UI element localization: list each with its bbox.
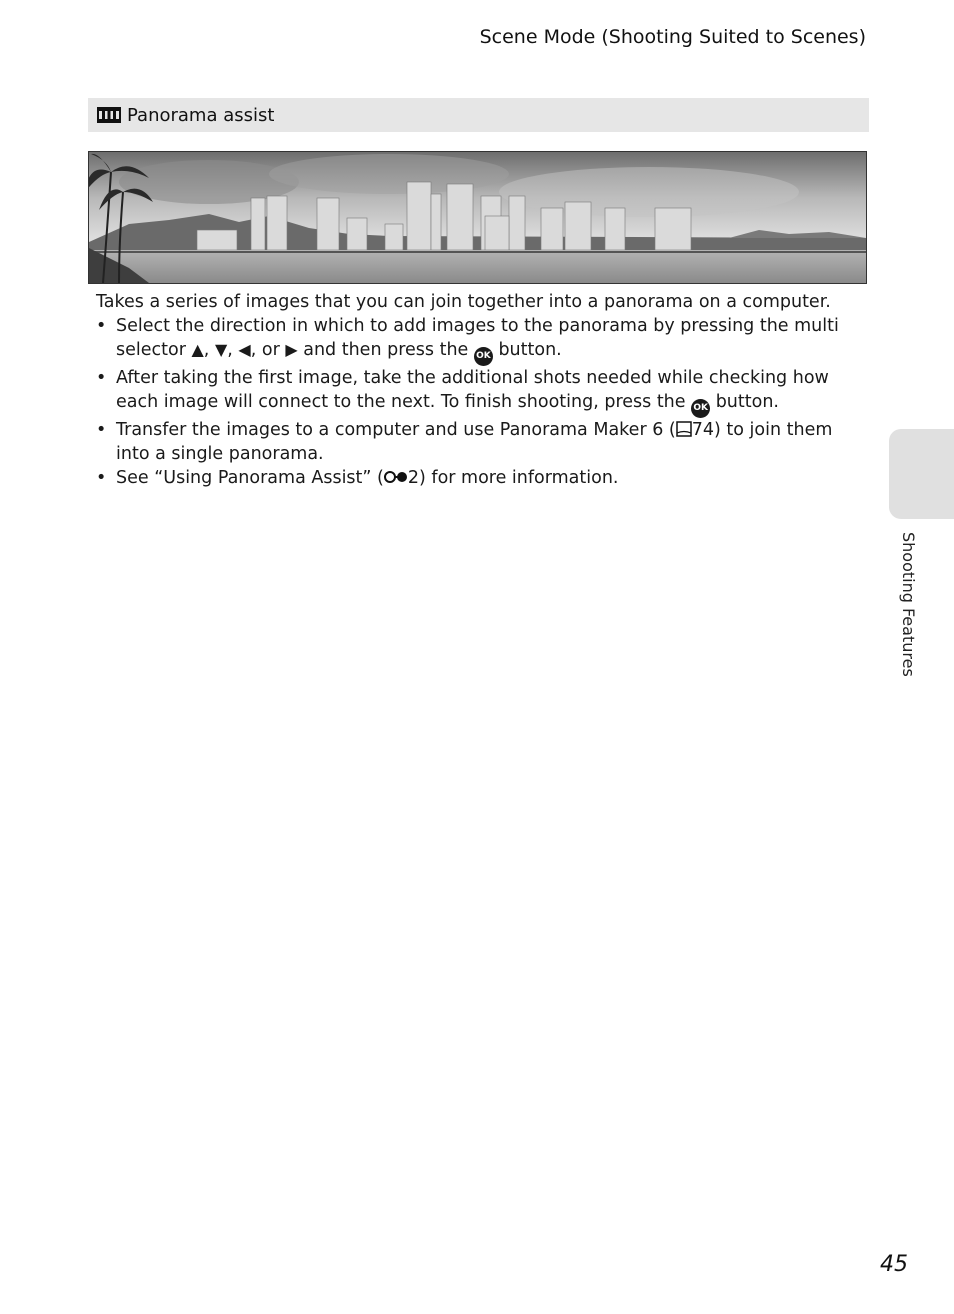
- arrow-down-icon: ▼: [214, 340, 228, 359]
- page-reference[interactable]: 74: [691, 420, 715, 440]
- arrow-up-icon: ▲: [191, 340, 204, 359]
- side-tab: [889, 429, 954, 519]
- ok-button-icon: OK: [474, 347, 493, 366]
- list-item: • After taking the first image, take the additional shots needed while checking how each image will connect to the next. To finish shooting, press the OK button.: [96, 366, 866, 418]
- arrow-left-icon: ◀: [238, 340, 251, 359]
- panorama-icon: [97, 106, 121, 124]
- bullet-list: [96, 314, 866, 490]
- reference-section-icon: [384, 470, 408, 484]
- page-number: 45: [880, 1252, 908, 1277]
- arrow-right-icon: ▶: [285, 340, 298, 359]
- running-header: Scene Mode (Shooting Suited to Scenes): [479, 26, 866, 48]
- section-reference[interactable]: 2: [407, 468, 420, 488]
- intro-paragraph: Takes a series of images that you can join together into a panorama on a computer.: [96, 292, 831, 312]
- side-tab-label: Shooting Features: [899, 532, 918, 677]
- body-text: [96, 290, 866, 490]
- section-title: Panorama assist: [127, 104, 275, 126]
- list-item: • See “Using Panorama Assist” ( 2) for more information.: [96, 466, 866, 490]
- list-item: • Transfer the images to a computer and use Panorama Maker 6 ( 74) to join them into a single panorama.: [96, 418, 866, 466]
- section-heading: [88, 98, 869, 132]
- list-item: • Select the direction in which to add images to the panorama by pressing the multi selector ▲, ▼, ◀, or ▶ and then press the OK button.: [96, 314, 866, 366]
- panorama-photo: [88, 151, 867, 284]
- book-reference-icon: [676, 421, 692, 437]
- ok-button-icon: OK: [691, 399, 710, 418]
